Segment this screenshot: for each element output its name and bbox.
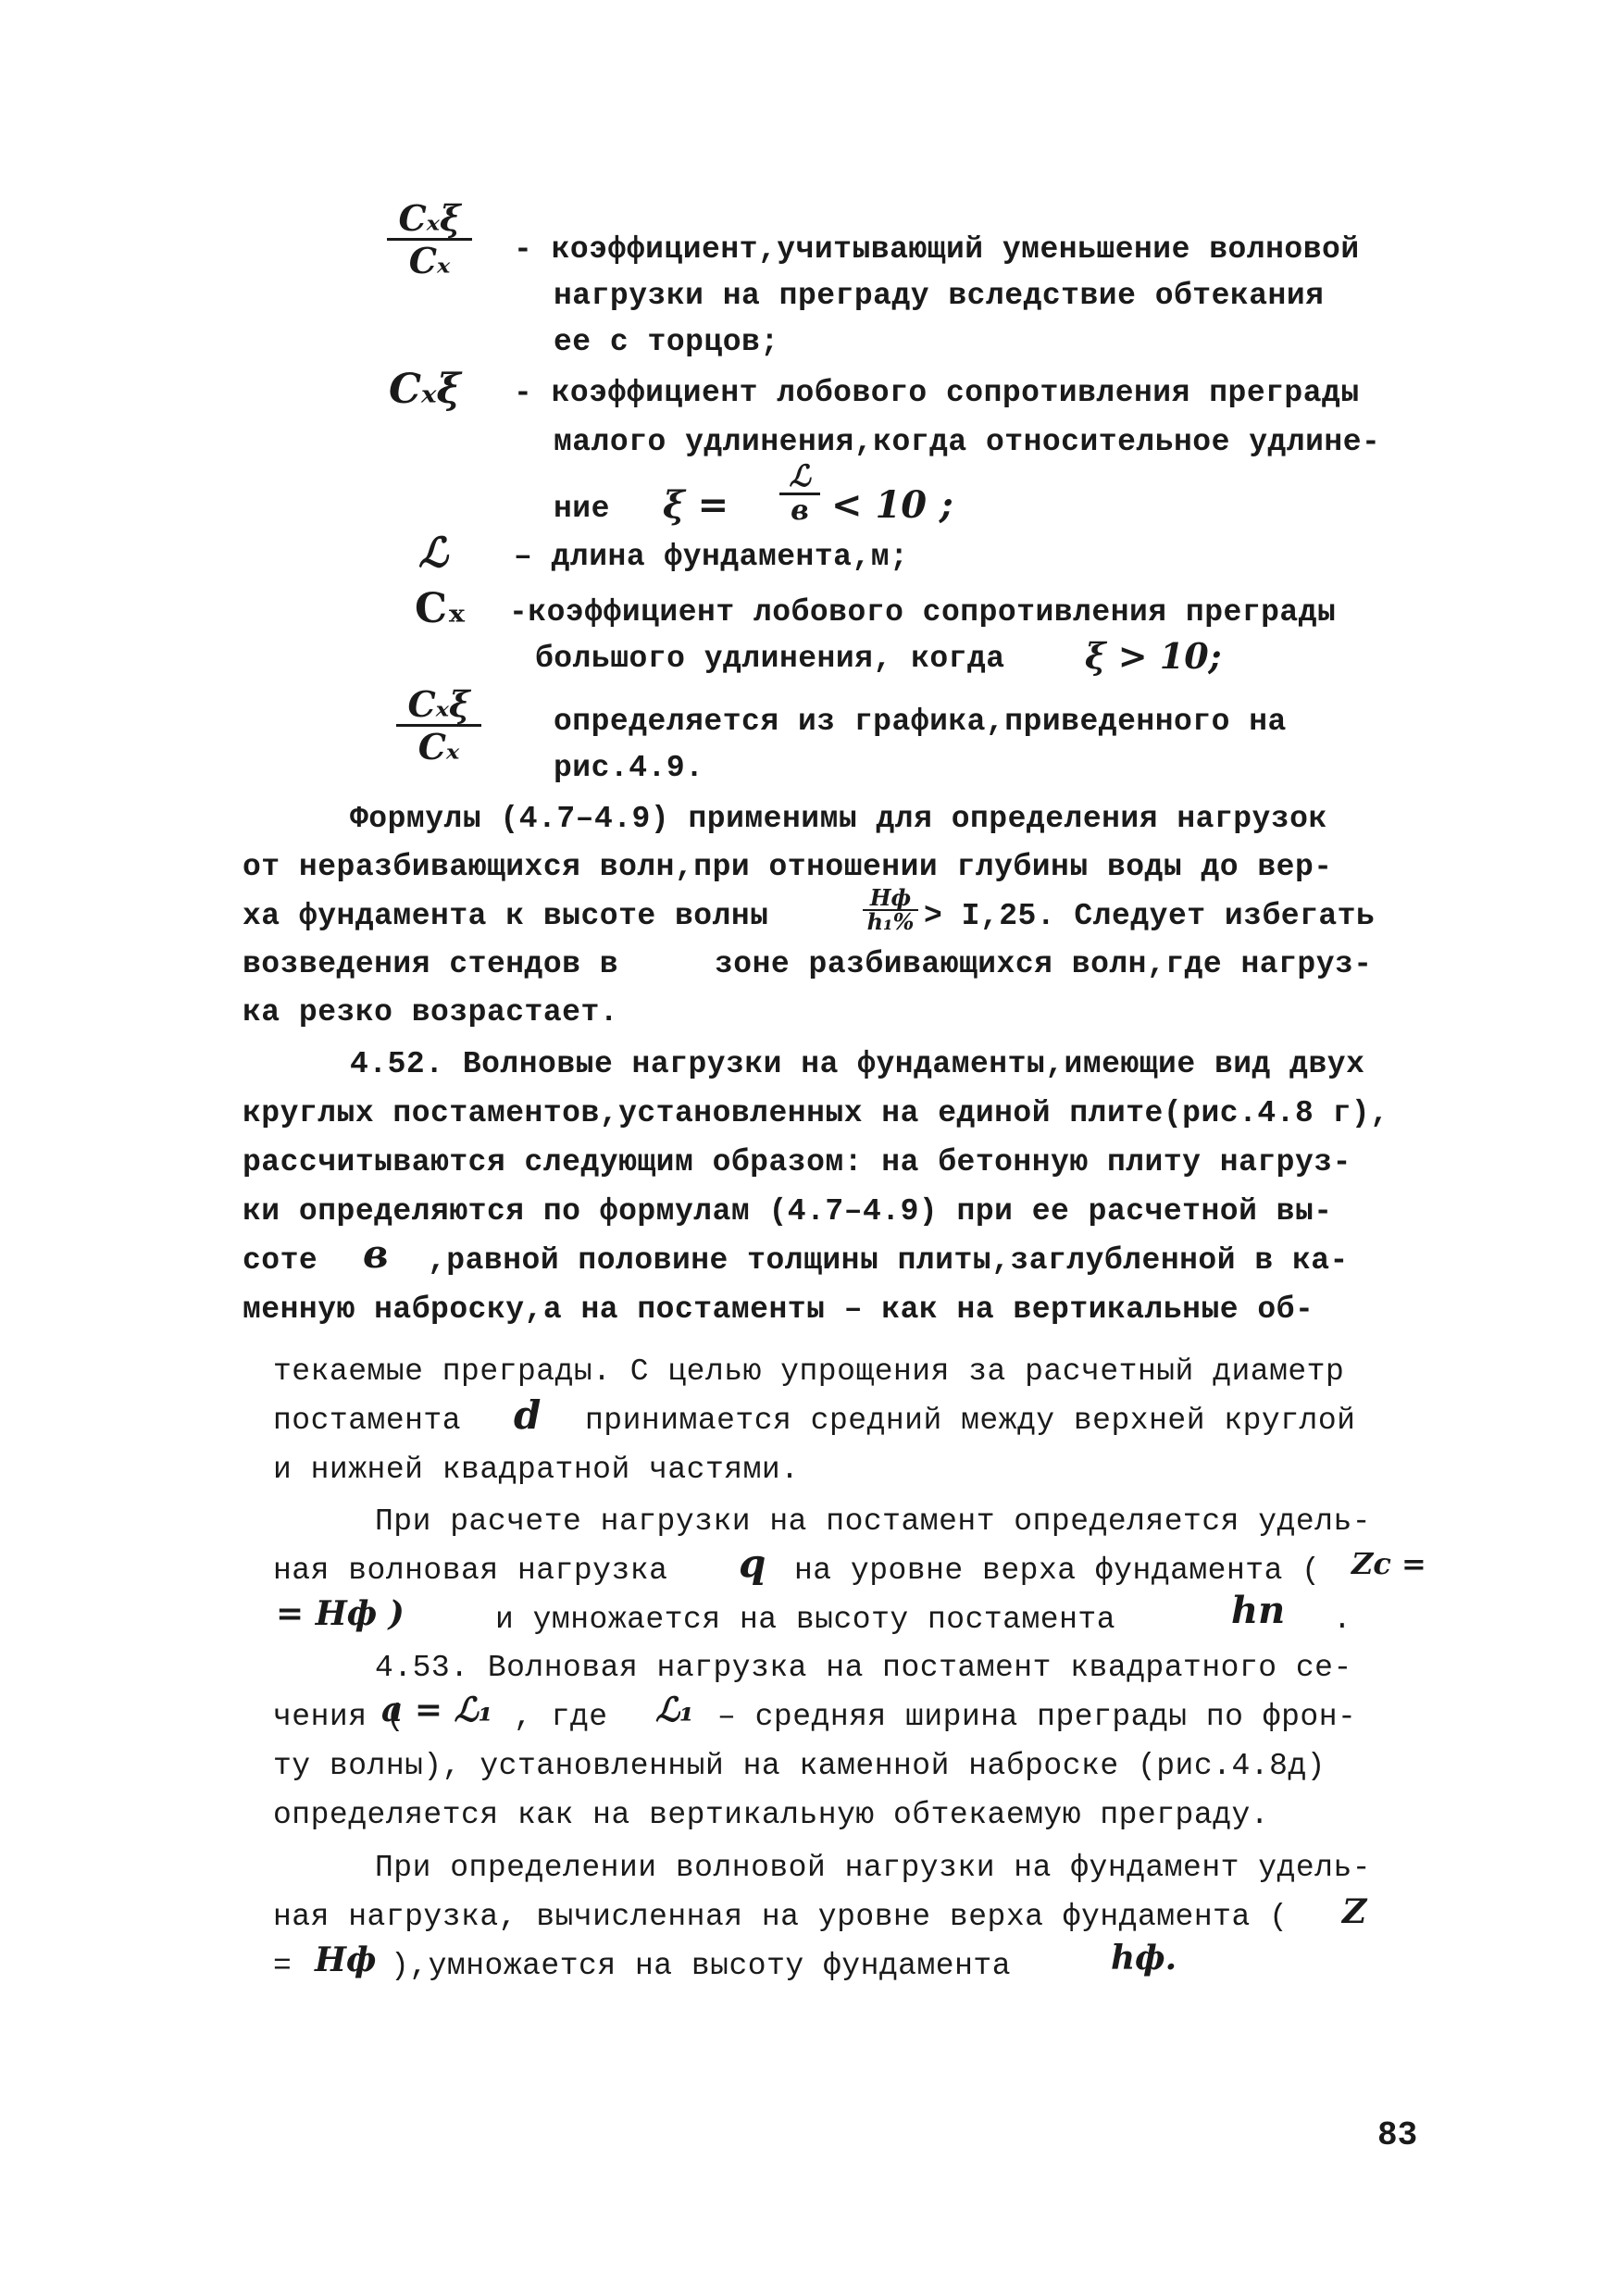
symbol-ha: hф. <box>1111 1939 1177 1978</box>
para452-line1: 4.52. Волновые нагрузки на фундаменты,имеющие вид двух <box>350 1047 1365 1081</box>
para452-line9: и нижней квадратной частями. <box>273 1453 800 1487</box>
def4-line1: -коэффициент лобового сопротивления преграды <box>509 595 1337 630</box>
def2-line2: малого удлинения,когда относительное удлине- <box>554 425 1381 459</box>
para452-line5-end: ,равной половине толщины плиты,заглубленной в ка- <box>428 1243 1349 1278</box>
fraction-cxxi-over-cx-1 <box>387 199 472 281</box>
para453-line3: ту волны), установленный на каменной наброске (рис.4.8д) <box>273 1749 1326 1783</box>
para452-line5-start: соте <box>243 1243 318 1278</box>
formula-xi-lhs: ξ = <box>663 483 729 527</box>
def5-line2: рис.4.9. <box>554 751 704 785</box>
symbol-d: d <box>514 1392 542 1438</box>
para-found-line3-end: ),умножается на высоту фундамента <box>391 1949 1012 1983</box>
symbol-cx: Cₓ <box>415 585 467 632</box>
symbol-zc: Zc = <box>1351 1546 1426 1581</box>
para-found-line3-start: = <box>273 1949 293 1983</box>
symbol-l: ℒ <box>418 530 448 577</box>
def2-line1: - коэффициент лобового сопротивления преграды <box>514 376 1360 410</box>
def3-line: – длина фундамента,м; <box>514 540 909 574</box>
para452-line3: рассчитываются следующим образом: на бетонную плиту нагруз- <box>243 1145 1351 1179</box>
para-found-line1: При определении волновой нагрузки на фундамент удель- <box>375 1851 1372 1885</box>
fraction-denominator: Cₓ <box>417 726 460 767</box>
para453-line2-start: чения ( <box>273 1700 405 1734</box>
para453-line4: определяется как на вертикальную обтекаемую преграду. <box>273 1798 1270 1832</box>
def1-line3: ее с торцов; <box>554 325 779 359</box>
para452-line4: ки определяются по формулам (4.7–4.9) при ее расчетной вы- <box>243 1194 1333 1229</box>
para-calc-line2-start: ная волновая нагрузка <box>273 1554 668 1588</box>
para452-line8-start: постамента <box>273 1404 462 1438</box>
para452-line2: круглых постаментов,установленных на единой плите(рис.4.8 г), <box>243 1096 1389 1130</box>
para1-line5: ка резко возрастает. <box>243 995 619 1029</box>
fraction-cxxi-over-cx-2 <box>396 685 481 767</box>
para-calc-line1: При расчете нагрузки на постамент определяется удель- <box>375 1504 1372 1539</box>
fraction-numerator: Hф <box>863 887 918 911</box>
para453-line2-mid: , где <box>514 1700 608 1734</box>
fraction-hf-over-h1 <box>863 884 918 935</box>
para452-line7: текаемые преграды. С целью упрощения за расчетный диаметр <box>273 1354 1345 1389</box>
fraction-denominator: Cₓ <box>408 240 451 281</box>
page-number: 83 <box>1377 2116 1418 2154</box>
fraction-numerator: Cₓξ <box>387 199 472 241</box>
symbol-l1: ℒ₁ <box>655 1691 694 1729</box>
def4-line2: большого удлинения, когда <box>535 642 1005 676</box>
def1-line1: - коэффициент,учитывающий уменьшение волновой <box>514 232 1360 267</box>
formula-a-eq-l1: a = ℒ₁ <box>381 1691 493 1729</box>
para452-line8-end: принимается средний между верхней круглой <box>585 1404 1356 1438</box>
formula-hf-close: = Hф ) <box>276 1594 405 1633</box>
para1-line3-end: > I,25. Следует избегать <box>924 899 1376 933</box>
para453-line1: 4.53. Волновая нагрузка на постамент квадратного се- <box>375 1651 1352 1685</box>
formula-xi-gt-10: ξ > 10; <box>1085 635 1222 677</box>
para453-line2-end: – средняя ширина преграды по фрон- <box>717 1700 1357 1734</box>
fraction-numerator: ℒ <box>779 459 820 495</box>
symbol-hp: hп <box>1231 1589 1286 1632</box>
para-found-line2: ная нагрузка, вычисленная на уровне верха фундамента ( <box>273 1900 1289 1934</box>
para1-line3-start: ха фундамента к высоте волны <box>243 899 769 933</box>
symbol-q: q <box>739 1541 766 1586</box>
fraction-numerator: Cₓξ <box>396 685 481 727</box>
para-calc-line2-end: на уровне верха фундамента ( <box>794 1554 1321 1588</box>
para-calc-line3: и умножается на высоту постамента <box>495 1603 1116 1637</box>
para1-line4-end: зоне разбивающихся волн,где нагруз- <box>715 947 1373 981</box>
symbol-cxxi: Cₓξ <box>389 366 461 413</box>
para-calc-line3-end: . <box>1333 1603 1352 1637</box>
formula-rhs: < 10 ; <box>831 483 953 527</box>
symbol-hf: Hф <box>315 1940 377 1979</box>
fraction-denominator: h₁% <box>866 908 915 935</box>
para1-line4-start: возведения стендов в <box>243 947 619 981</box>
def5-line1: определяется из графика,приведенного на <box>554 705 1287 739</box>
symbol-b: в <box>363 1231 389 1277</box>
fraction-denominator: в <box>791 494 809 527</box>
para452-line6: менную наброску,а на постаменты – как на вертикальные об- <box>243 1292 1314 1327</box>
def2-cont-word: ние <box>554 492 610 526</box>
para1-line2: от неразбивающихся волн,при отношении глубины воды до вер- <box>243 850 1333 884</box>
fraction-l-over-b <box>779 459 820 527</box>
para1-line1: Формулы (4.7–4.9) применимы для определения нагрузок <box>350 802 1327 836</box>
def1-line2: нагрузки на преграду вследствие обтекания <box>554 279 1325 313</box>
symbol-z: Z <box>1342 1892 1367 1931</box>
